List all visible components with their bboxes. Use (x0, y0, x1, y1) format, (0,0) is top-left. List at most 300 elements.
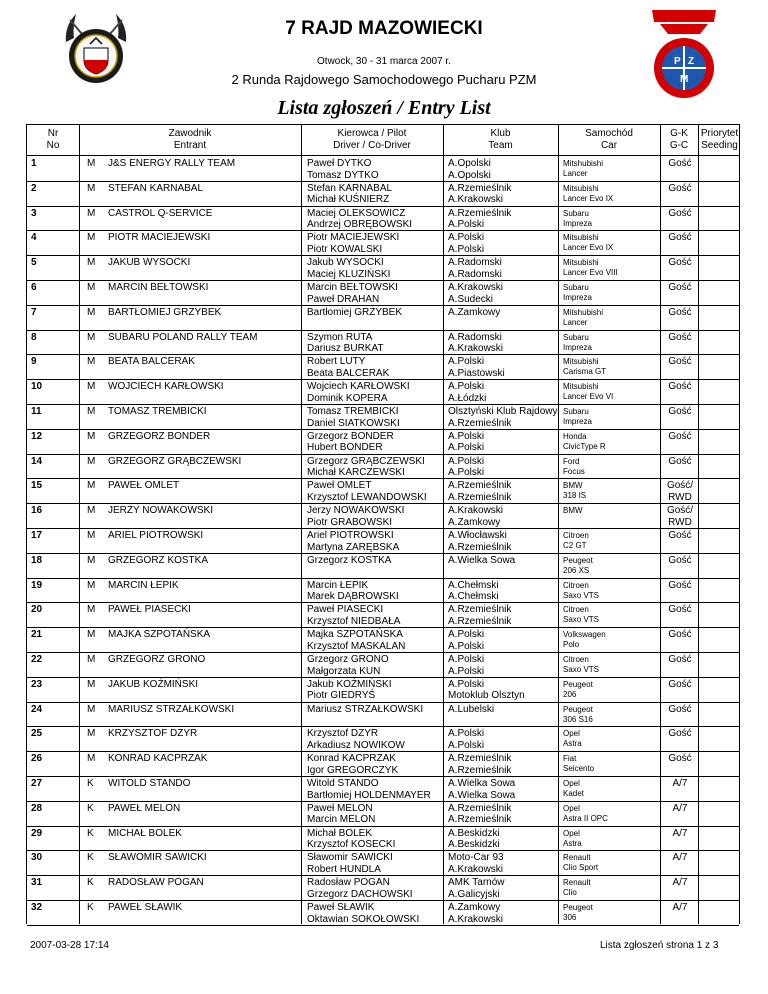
driver-codriver (307, 307, 402, 319)
entry-number (31, 778, 42, 790)
entry-number-text: 16 (31, 505, 43, 517)
driver-name: Bartłomiej GRZYBEK (307, 306, 403, 318)
codriver-club: A.Rzemieślnik (448, 417, 512, 429)
class-group (663, 232, 697, 244)
entrant-name-text: BARTŁOMIEJ GRZYBEK (108, 306, 222, 318)
car-model-name: C2 GT (563, 541, 587, 550)
class-group-text: Gość (668, 579, 692, 591)
codriver-name: Piotr GIEDRYŚ (307, 690, 376, 702)
car-make: BMW (563, 481, 583, 491)
table-row (27, 305, 739, 330)
entrant-name (108, 704, 234, 716)
entry-class (87, 753, 95, 765)
entry-number (31, 604, 42, 616)
entry-number-text: 8 (31, 331, 37, 343)
table-row (27, 280, 739, 305)
entrant-name-text: JAKUB KOŹMIŃSKI (108, 678, 199, 690)
driver-name: Jerzy NOWAKOWSKI (307, 505, 405, 517)
class-group-text: Gość (668, 530, 692, 541)
club-team (448, 257, 502, 280)
class-group-text: A/7 (672, 852, 688, 864)
club-team (448, 381, 486, 404)
entrant-name-text: GRZEGORZ KOSTKA (108, 554, 209, 566)
club-team (448, 332, 503, 355)
club-team (448, 307, 500, 319)
codriver-club: A.Piastowski (448, 367, 505, 379)
driver-codriver (307, 679, 391, 702)
entrant-name-text: MARCIN BEŁTOWSKI (108, 282, 209, 293)
codriver-club: A.Krakowski (448, 863, 504, 875)
driver-name: Maciej OLEKSOWICZ (307, 207, 406, 219)
club-team (448, 431, 484, 454)
entry-class-text: M (87, 530, 96, 541)
entrant-name-text: PAWEŁ SŁAWIK (108, 902, 183, 913)
driver-name: Mariusz STRZAŁKOWSKI (307, 703, 424, 715)
entry-number (31, 332, 37, 344)
entry-number (31, 555, 42, 567)
car-model-name: Lancer (563, 317, 588, 327)
driver-name: Ariel PIOTROWSKI (307, 530, 394, 541)
entrant-name (108, 604, 191, 616)
class-group-text: Gość (668, 728, 692, 740)
driver-codriver (307, 530, 399, 553)
driver-club: A.Polski (448, 654, 485, 665)
entry-class (87, 877, 94, 889)
class-group-text: Gość (668, 232, 692, 244)
driver-club: A.Polski (448, 232, 485, 244)
entry-class-text: M (87, 654, 96, 665)
class-group-text: Gość (668, 257, 692, 269)
car-model-name: Lancer (563, 169, 588, 178)
entrant-name-text: ARIEL PIOTROWSKI (108, 530, 204, 541)
entry-class (87, 208, 95, 220)
entry-number-text: 24 (31, 703, 43, 715)
car-make: Citroen (563, 655, 589, 664)
entry-number-text: 4 (31, 232, 37, 244)
driver-name: Jakub KOŹMIŃSKI (307, 678, 392, 690)
driver-codriver (307, 456, 425, 479)
driver-name: Majka SZPOTAŃSKA (307, 629, 403, 641)
entrant-name (108, 282, 208, 294)
class-group-text: A/7 (672, 778, 688, 789)
entry-class (87, 307, 95, 319)
class-group (663, 381, 697, 393)
entry-number-text: 29 (31, 827, 43, 839)
car-make: Mitsubishi (563, 357, 599, 367)
entry-number-text: 25 (31, 728, 43, 740)
car-make: Peugeot (563, 704, 593, 714)
car-model (563, 407, 592, 427)
entry-class-text: M (87, 604, 96, 616)
entrant-name-text: KONRAD KACPRZAK (108, 753, 208, 765)
driver-codriver (307, 803, 375, 826)
class-group-text: A/7 (672, 877, 688, 889)
car-model-name: Impreza (563, 293, 592, 302)
codriver-club: A.Rzemieślnik (448, 764, 512, 776)
entry-class-text: M (87, 381, 96, 393)
driver-club: Moto-Car 93 (448, 852, 504, 864)
car-model (563, 382, 613, 402)
table-row (27, 801, 739, 826)
table-row (27, 726, 739, 751)
entry-class (87, 356, 95, 368)
codriver-club: A.Łódzki (448, 392, 487, 404)
driver-name: Paweł OMLET (307, 480, 372, 492)
codriver-name: Krzysztof NIEDBAŁA (307, 615, 401, 627)
table-row (27, 181, 739, 206)
codriver-name: Piotr KOWALSKI (307, 243, 383, 255)
driver-codriver (307, 877, 413, 900)
entry-class-text: M (87, 480, 96, 492)
entrant-name-text: MARCIN ŁEPIK (108, 579, 179, 591)
entrant-name (108, 356, 195, 368)
table-row (27, 900, 739, 925)
entry-class (87, 456, 95, 468)
entry-number-text: 31 (31, 877, 43, 889)
car-model (563, 630, 606, 650)
club-team (448, 232, 484, 255)
driver-codriver (307, 728, 405, 751)
entry-number-text: 17 (31, 530, 43, 541)
entrant-name-text: J&S ENERGY RALLY TEAM (108, 158, 236, 169)
entry-number-text: 27 (31, 778, 43, 789)
entry-number-text: 6 (31, 282, 37, 293)
driver-club: A.Radomski (448, 257, 502, 269)
entrant-name (108, 307, 221, 319)
car-make: Peugeot (563, 903, 593, 912)
class-group (663, 604, 697, 616)
entry-class (87, 778, 94, 790)
entry-number-text: 10 (31, 381, 43, 393)
entry-class (87, 654, 95, 666)
club-team (448, 902, 503, 925)
entrant-name-text: MAJKA SZPOTAŃSKA (108, 629, 211, 641)
entry-class-text: M (87, 554, 96, 566)
codriver-club: A.Polski (448, 243, 485, 255)
class-group-text: A/7 (672, 827, 688, 839)
car-make: Mitshubishi (563, 159, 604, 168)
entry-number (31, 852, 42, 864)
entry-class (87, 629, 95, 641)
driver-name: Sławomir SAWICKI (307, 852, 393, 864)
entrant-name-text: JAKUB WYSOCKI (108, 257, 191, 269)
class-group (663, 183, 697, 195)
club-team (448, 852, 504, 875)
car-make: Ford (563, 456, 580, 466)
col-header-car: Samochód Car (585, 128, 633, 151)
col-header-club: Klub Team (488, 128, 513, 151)
class-group (663, 406, 697, 418)
entry-number-text: 11 (31, 406, 42, 417)
driver-club: A.Wielka Sowa (448, 554, 516, 566)
print-timestamp: 2007-03-28 17:14 (30, 940, 109, 951)
entry-class (87, 803, 94, 815)
class-group (663, 704, 697, 716)
car-make: Renault (563, 878, 591, 888)
driver-club: A.Radomski (448, 331, 502, 343)
entry-class (87, 555, 95, 567)
car-model-name: Saxo VTS (563, 665, 600, 674)
driver-name: Michał BOLEK (307, 827, 373, 839)
car-model-name: Clio Sport (563, 863, 599, 873)
class-group-text: A/7 (672, 802, 688, 814)
row-divider (27, 925, 739, 926)
driver-codriver (307, 232, 399, 255)
entry-number-text: 22 (31, 654, 43, 665)
entrant-name-text: RADOSŁAW POGAN (108, 877, 204, 889)
club-team (448, 555, 515, 567)
entrant-name (108, 208, 212, 220)
class-group (663, 307, 697, 319)
col-header-driver: Kierowca / Pilot Driver / Co-Driver (333, 128, 411, 151)
entrant-name (108, 877, 204, 889)
entry-class-text: M (87, 306, 96, 318)
driver-name: Tomasz TREMBICKI (307, 406, 399, 417)
codriver-club: A.Rzemieślnik (448, 541, 512, 553)
class-group (663, 778, 697, 790)
class-group (663, 257, 697, 269)
entry-class-text: M (87, 505, 96, 517)
entry-number (31, 208, 37, 220)
pzm-letter-z: Z (688, 56, 695, 67)
club-team (448, 629, 484, 652)
car-model-name: 206 (563, 689, 577, 699)
entrant-name (108, 456, 241, 468)
entry-class (87, 406, 95, 418)
codriver-name: Marcin MELON (307, 814, 376, 826)
entry-class (87, 332, 95, 344)
entry-number-text: 7 (31, 306, 37, 318)
car-model-name: Impreza (563, 218, 592, 228)
codriver-name: Marek DĄBROWSKI (307, 591, 399, 603)
entry-number-text: 12 (31, 430, 43, 442)
club-team (448, 828, 500, 851)
entrant-name-text: PAWEŁ PIASECKI (108, 604, 191, 616)
club-team (448, 753, 511, 776)
entry-number-text: 26 (31, 753, 43, 765)
driver-codriver (307, 604, 400, 627)
driver-club: A.Polski (448, 728, 485, 740)
club-team (448, 158, 491, 181)
driver-codriver (307, 480, 427, 503)
class-group-text: Gość (668, 282, 692, 293)
table-row (27, 454, 739, 479)
entry-number (31, 406, 42, 418)
driver-codriver (307, 505, 404, 528)
driver-club: A.Rzemieślnik (448, 604, 512, 616)
car-model (563, 333, 592, 353)
car-model (563, 779, 584, 799)
driver-codriver (307, 828, 395, 851)
driver-codriver (307, 580, 399, 603)
entrant-name-text: GRZEGORZ GRĄBCZEWSKI (108, 455, 242, 467)
codriver-club: A.Rzemieślnik (448, 814, 512, 826)
car-make: Opel (563, 828, 580, 838)
car-make: Volkswagen (563, 630, 606, 640)
car-model (563, 481, 586, 501)
codriver-name: Igor GREGORCZYK (307, 764, 399, 776)
driver-club: A.Polski (448, 455, 485, 467)
entry-class-text: M (87, 406, 96, 417)
class-group (663, 580, 697, 592)
entrant-name-text: SUBARU POLAND RALLY TEAM (108, 331, 258, 343)
driver-name: Paweł MELON (307, 802, 373, 814)
driver-codriver (307, 555, 391, 567)
codriver-club: A.Opolski (448, 169, 491, 181)
entry-number-text: 20 (31, 604, 43, 616)
driver-club: A.Opolski (448, 158, 491, 169)
codriver-club: Motoklub Olsztyn (448, 690, 525, 702)
entry-class-text: M (87, 579, 96, 591)
club-team (448, 679, 525, 702)
entrant-name-text: GRZEGORZ BONDER (108, 430, 211, 442)
codriver-name: Grzegorz DACHOWSKI (307, 888, 413, 900)
driver-club: A.Rzemieślnik (448, 182, 512, 194)
entrant-name (108, 257, 190, 269)
club-team (448, 580, 499, 603)
class-group-text: Gość (668, 554, 692, 566)
entry-number-text: 21 (31, 629, 43, 641)
driver-club: A.Chełmski (448, 579, 499, 591)
entry-class-text: M (87, 430, 96, 442)
class-group (663, 332, 697, 344)
car-model-name: 306 (563, 913, 577, 922)
driver-codriver (307, 332, 384, 355)
table-row (27, 553, 739, 578)
entry-number (31, 530, 42, 542)
driver-codriver (307, 183, 392, 206)
class-group-text: A/7 (672, 902, 688, 913)
class-group (663, 728, 697, 740)
driver-club: A.Rzemieślnik (448, 480, 512, 492)
page-number: Lista zgłoszeń strona 1 z 3 (600, 940, 719, 951)
codriver-name: Tomasz DYTKO (307, 169, 379, 181)
entrant-name (108, 803, 180, 815)
class-group (663, 480, 697, 503)
table-row (27, 429, 739, 454)
entrant-name (108, 480, 179, 492)
entry-number (31, 257, 37, 269)
entrant-name-text: KRZYSZTOF DZYR (108, 728, 198, 740)
class-group (663, 356, 697, 368)
class-group-text: Gość (668, 703, 692, 715)
entry-number-text: 1 (31, 158, 37, 169)
car-make: Subaru (563, 407, 589, 416)
car-model-name: Polo (563, 640, 580, 650)
table-row (27, 478, 739, 503)
entry-number (31, 828, 42, 840)
entrant-name-text: TOMASZ TREMBICKI (108, 406, 207, 417)
entry-class (87, 679, 95, 691)
entry-number (31, 183, 37, 195)
car-model-name: Carisma GT (563, 367, 607, 377)
codriver-club: A.Polski (448, 219, 485, 231)
car-model (563, 581, 599, 601)
entrant-name (108, 332, 258, 344)
entry-number-text: 2 (31, 182, 37, 194)
entry-number-text: 5 (31, 257, 37, 269)
table-row (27, 379, 739, 404)
col-header-seeding: Priorytet Seeding (700, 128, 739, 151)
table-row (27, 627, 739, 652)
car-model (563, 457, 585, 477)
codriver-club: A.Krakowski (448, 913, 504, 925)
table-row (27, 528, 739, 553)
entry-class (87, 828, 94, 840)
table-row (27, 751, 739, 776)
entry-number (31, 381, 42, 393)
codriver-club: A.Polski (448, 640, 485, 652)
codriver-name: Piotr GRABOWSKI (307, 516, 393, 528)
codriver-club: A.Krakowski (448, 343, 504, 355)
entry-class-text: M (87, 455, 96, 467)
codriver-name: Paweł DRAHAN (307, 293, 380, 305)
driver-club: A.Polski (448, 356, 485, 368)
car-model (563, 680, 593, 700)
class-group-text: Gość (668, 455, 692, 467)
club-team (448, 604, 511, 627)
table-row (27, 602, 739, 627)
club-team (448, 480, 511, 503)
driver-codriver (307, 654, 389, 677)
entry-number (31, 282, 37, 294)
driver-club: A.Polski (448, 678, 485, 690)
car-model (563, 655, 599, 675)
class-group-text: Gość (668, 629, 692, 641)
club-team (448, 356, 505, 379)
class-group (663, 877, 697, 889)
class-group-text: Gość (668, 356, 692, 368)
entrant-name (108, 183, 203, 195)
codriver-name: Krzysztof MASKALAN (307, 640, 406, 652)
driver-codriver (307, 778, 431, 801)
codriver-club: A.Krakowski (448, 194, 504, 206)
codriver-club: A.Radomski (448, 268, 502, 280)
driver-codriver (307, 902, 419, 925)
table-row (27, 875, 739, 900)
car-make: Opel (563, 803, 580, 813)
class-group (663, 803, 697, 815)
class-group-text: Gość/ (666, 505, 694, 517)
car-make: Subaru (563, 332, 589, 342)
entry-number (31, 431, 42, 443)
driver-name: Grzegorz GRĄBCZEWSKI (307, 455, 425, 467)
codriver-name: Martyna ZARĘBSKA (307, 541, 400, 553)
car-make: Citroen (563, 580, 589, 590)
round-info: 2 Runda Rajdowego Samochodowego Pucharu PZM (231, 72, 537, 87)
entry-number-text: 30 (31, 852, 43, 864)
codriver-name: Hubert BONDER (307, 442, 383, 454)
driver-club: A.Polski (448, 629, 485, 641)
driver-name: Radosław POGAN (307, 877, 390, 889)
car-model (563, 258, 618, 278)
entry-class-text: M (87, 182, 96, 194)
entrant-name-text: GRZEGORZ GRONO (108, 654, 206, 665)
entry-number-text: 3 (31, 207, 37, 219)
car-make: Citroen (563, 605, 589, 615)
class-group (663, 505, 697, 528)
driver-name: Robert LUTY (307, 356, 366, 368)
table-row (27, 776, 739, 801)
car-model (563, 903, 593, 923)
entrant-name (108, 232, 210, 244)
event-date-location: Otwock, 30 - 31 marca 2007 r. (317, 56, 451, 67)
car-model (563, 159, 603, 179)
car-make: Peugeot (563, 555, 593, 565)
class-group-text: Gość (668, 430, 692, 442)
club-team (448, 778, 515, 801)
entry-number-text: 23 (31, 678, 43, 690)
